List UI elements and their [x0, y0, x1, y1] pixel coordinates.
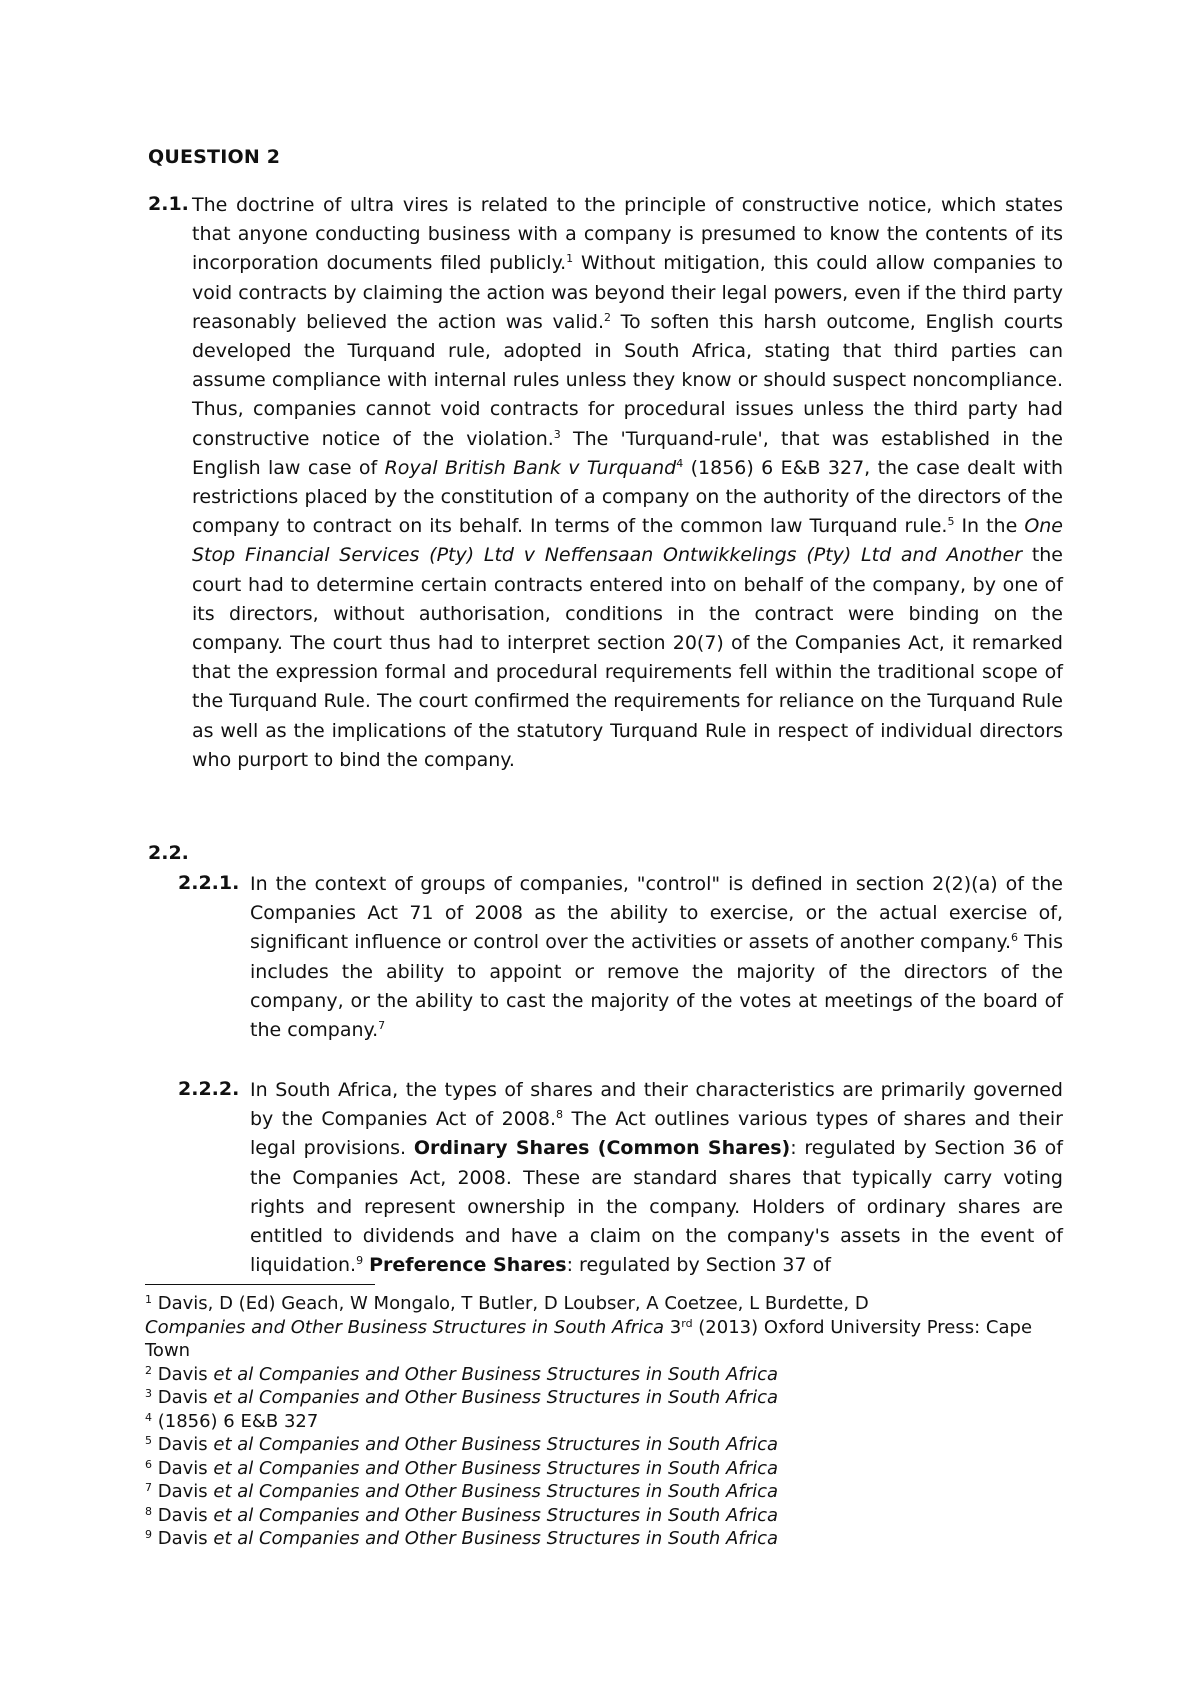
section-number-2-1: 2.1. — [148, 193, 189, 215]
footnote-ref-5[interactable]: 5 — [947, 515, 955, 529]
footnote-6: $^6$ Davis et al Companies and Other Business Structures in South Africa — [145, 1457, 779, 1479]
footnote-8: $^8$ Davis et al Companies and Other Business Structures in South Africa — [145, 1504, 779, 1526]
section-number-2-2-1: 2.2.1. — [178, 872, 240, 894]
footnote-ref-8[interactable]: 8 — [556, 1108, 563, 1122]
footnote-7: $^7$ Davis et al Companies and Other Business Structures in South Africa — [145, 1481, 779, 1502]
preference-shares-heading: Preference Shares — [369, 1254, 567, 1277]
section-number-2-2: 2.2. — [148, 842, 189, 864]
footnote-ref-4[interactable]: 4 — [676, 456, 684, 470]
footnote-ref-7[interactable]: 7 — [378, 1019, 386, 1033]
footnote-ref-6[interactable]: 6 — [1011, 931, 1018, 945]
footnote-ref-2[interactable]: 2 — [604, 310, 612, 324]
footnote-5: $^5$ Davis et al Companies and Other Business Structures in South Africa — [145, 1434, 779, 1455]
footnote-4: $^4$ (1856) 6 E&B 327 — [145, 1410, 319, 1432]
footnote-ref-3[interactable]: 3 — [553, 427, 561, 441]
footnote-2: $^2$ Davis et al Companies and Other Business Structures in South Africa — [145, 1363, 779, 1385]
section-number-2-2-2: 2.2.2. — [178, 1078, 240, 1100]
case-name-one-stop: One Stop Financial Services (Pty) Ltd v Neffensaan Ontwikkelings (Pty) Ltd and Another — [192, 515, 1063, 567]
footnote-3: $^3$ Davis et al Companies and Other Business Structures in South Africa — [145, 1387, 779, 1408]
section-2-1-paragraph: The doctrine of ultra vires is related to the principle of constructive notice, which states that anyone conducting business with a company is presumed to know the contents of its incorporation documents filed publicly.$^1$ Without mitigation, this could allow companies to void contracts by claiming the action was beyond their legal powers, even if the third party reasonably believed the action was valid.$^2$ To soften this harsh outcome, English courts developed the Turquand rule, adopted in South Africa, stating that third parties can assume compliance with internal rules unless they know or should suspect noncompliance. Thus, companies cannot void contracts for procedural issues unless the third party had constructive notice of the violation.$^3$ The 'Turquand-rule', that was established in the English law case of Royal British Bank v Turquand$^4$ (1856) 6 E&B 327, the case dealt with restrictions placed by the constitution of a company on the authority of the directors of the company to contract on its behalf. In terms of the common law Turquand rule.$^5$ In the One Stop Financial Services (Pty) Ltd v Neffensaan Ontwikkelings (Pty) Ltd and Another the court had to determine certain contracts entered into on behalf of the company, by one of its directors, without authorisation, conditions in the contract were binding on the company. The court thus had to interpret section 20(7) of the Companies Act, it remarked that the expression formal and procedural requirements fell within the traditional scope of the Turquand Rule. The court confirmed the requirements for reliance on the Turquand Rule as well as the implications of the statutory Turquand Rule in respect of individual directors who purport to bind the company. — [192, 194, 1064, 771]
case-name-royal-british-bank: Royal British Bank v Turquand — [384, 456, 677, 479]
question-title: QUESTION 2 — [148, 146, 281, 168]
section-2-2-1-paragraph: In the context of groups of companies, "control" is defined in section 2(2)(a) of the Companies Act 71 of 2008 as the ability to exercise, or the actual exercise of, significant influence or control over the activities or assets of another company.$^6$ This includes the ability to appoint or remove the majority of the directors of the company, or the ability to cast the majority of the votes at meetings of the board of the company.$^7$ — [250, 873, 1063, 1042]
ordinary-shares-heading: Ordinary Shares (Common Shares) — [413, 1137, 791, 1160]
footnote-ref-9[interactable]: 9 — [356, 1254, 364, 1268]
section-2-2-2-paragraph: In South Africa, the types of shares and their characteristics are primarily governed by the Companies Act of 2008.$^8$ The Act outlines various types of shares and their legal provisions. Ordinary Shares (Common Shares): regulated by Section 36 of the Companies Act, 2008. These are standard shares that typically carry voting rights and represent ownership in the company. Holders of ordinary shares are entitled to dividends and have a claim on the company's assets in the event of liquidation.$^9$ Preference Shares: regulated by Section 37 of — [250, 1079, 1063, 1277]
footnote-9: $^9$ Davis et al Companies and Other Business Structures in South Africa — [145, 1528, 779, 1549]
footnote-separator — [145, 1284, 375, 1285]
footnotes — [145, 1292, 1045, 1551]
footnote-1: $^1$ Davis, D (Ed) Geach, W Mongalo, T Butler, D Loubser, A Coetzee, L Burdette, D Companies and Other Business Structures in South Africa 3rd (2013) Oxford University Press: Cape Town — [145, 1293, 1033, 1361]
footnote-ref-1[interactable]: 1 — [566, 252, 574, 266]
